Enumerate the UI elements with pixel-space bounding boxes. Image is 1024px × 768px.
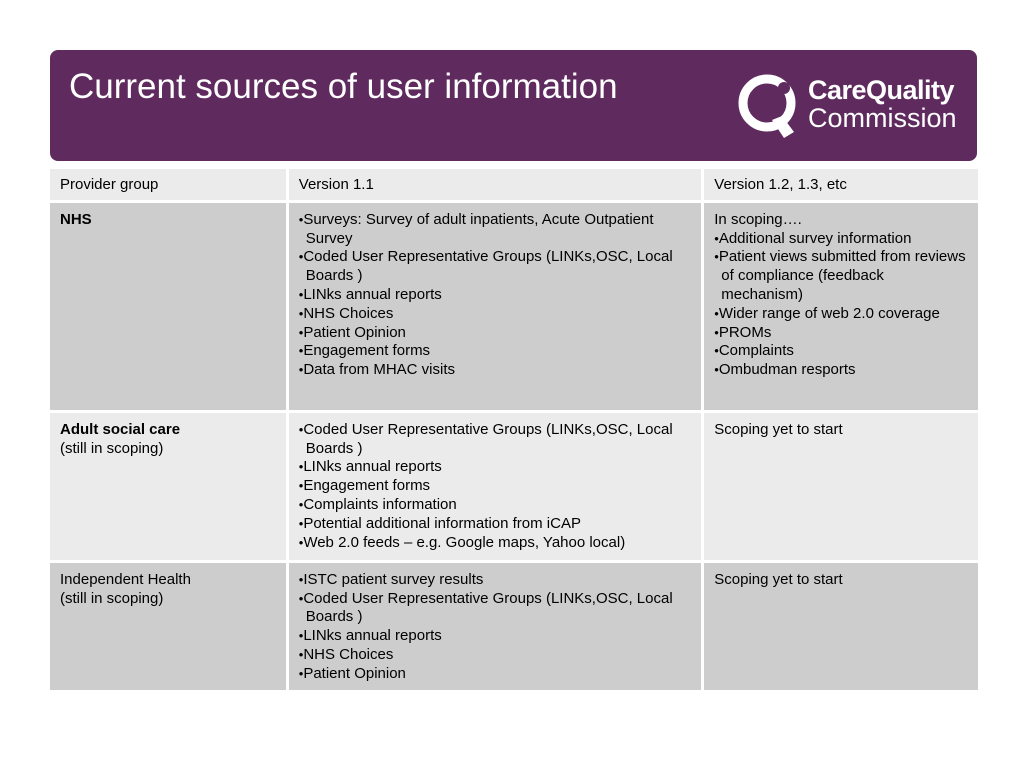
provider-note: (still in scoping) <box>60 589 164 607</box>
table-row <box>50 563 978 690</box>
header-version-1-2: Version 1.2, 1.3, etc <box>704 169 978 203</box>
list-item: •Coded User Representative Groups (LINKs,OSC, Local Boards ) <box>298 589 673 626</box>
list-item: •LINks annual reports <box>298 285 442 303</box>
logo-line2: Commission <box>808 103 957 133</box>
logo-line1: CareQuality <box>808 75 955 105</box>
provider-name: NHS <box>60 210 92 228</box>
list-item: •NHS Choices <box>298 645 394 663</box>
table-header-row <box>50 169 978 203</box>
v12-intro: Scoping yet to start <box>714 420 843 438</box>
list-item: •Data from MHAC visits <box>298 361 456 379</box>
table-row <box>50 203 978 413</box>
list-item: •Patient Opinion <box>298 664 406 682</box>
table-row <box>50 413 978 563</box>
list-item: •LINks annual reports <box>298 458 442 476</box>
provider-name: Adult social care <box>60 420 181 438</box>
list-item: •Patient views submitted from reviews of compliance (feedback mechanism) <box>714 248 966 303</box>
list-item: •Additional survey information <box>714 229 912 247</box>
v12-cell <box>704 203 978 413</box>
list-item: •LINks annual reports <box>298 627 442 645</box>
list-item: •Engagement forms <box>298 477 431 495</box>
provider-cell <box>50 203 289 413</box>
list-item: •Web 2.0 feeds – e.g. Google maps, Yahoo local) <box>298 533 626 551</box>
list-item: •Wider range of web 2.0 coverage <box>714 304 940 322</box>
v12-cell <box>704 413 978 563</box>
logo-wordmark <box>808 76 957 132</box>
list-item: •Potential additional information from iCAP <box>298 514 581 532</box>
v11-cell <box>289 563 705 690</box>
v12-intro: In scoping…. <box>714 210 802 228</box>
title-banner <box>50 50 977 161</box>
list-item: •Ombudman resports <box>714 361 856 379</box>
list-item: •Complaints <box>714 342 794 360</box>
v11-cell <box>289 203 705 413</box>
list-item: •ISTC patient survey results <box>298 570 484 588</box>
provider-cell <box>50 563 289 690</box>
list-item: •Engagement forms <box>298 342 431 360</box>
cqc-logo <box>736 70 966 146</box>
list-item: •NHS Choices <box>298 304 394 322</box>
sources-table <box>50 169 978 690</box>
list-item: •Coded User Representative Groups (LINKs,OSC, Local Boards ) <box>298 420 673 457</box>
list-item: •Complaints information <box>298 495 457 513</box>
list-item: •Surveys: Survey of adult inpatients, Acute Outpatient Survey <box>298 210 654 247</box>
provider-cell <box>50 413 289 563</box>
provider-name: Independent Health <box>60 570 191 588</box>
provider-note: (still in scoping) <box>60 439 164 457</box>
slide-title: Current sources of user information <box>69 67 618 106</box>
list-item: •PROMs <box>714 323 772 341</box>
list-item: •Coded User Representative Groups (LINKs,OSC, Local Boards ) <box>298 248 673 285</box>
cqc-q-mark-icon <box>736 70 802 142</box>
v11-cell <box>289 413 705 563</box>
list-item: •Patient Opinion <box>298 323 406 341</box>
v12-intro: Scoping yet to start <box>714 570 843 588</box>
header-provider-group: Provider group <box>50 169 289 203</box>
header-version-1-1: Version 1.1 <box>289 169 705 203</box>
v12-cell <box>704 563 978 690</box>
